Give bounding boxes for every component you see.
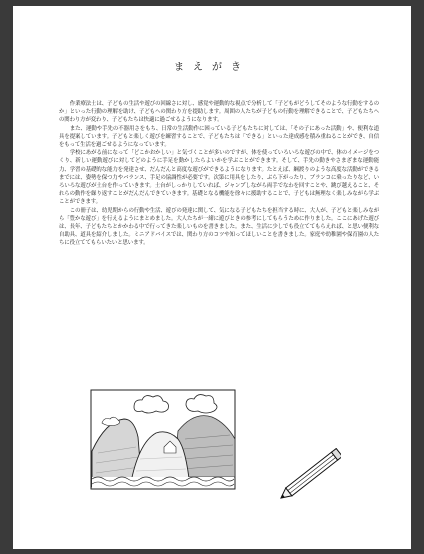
paragraph-2: また、運動や手先の不器用さをもち、日常の生活動作に困っている子どもたちに対しては、「その子にあった活動」や、便利な道具を提案しています。子どもと楽しく遊びを練習することで、子どもたちは「できる」といった達成感を積み重ねることができ、自信をもって生活を過ごせるようになっています。 (59, 125, 379, 149)
pencil-icon (275, 448, 341, 506)
paragraph-4: この冊子は、幼児期からの行動や生活、遊びの発達に関して、気になる子どもたちを担当する時に、大人が、子どもと楽しみながら「豊かな遊び」を行えるようにまとめました。大人たちが一緒に遊びときの参考にしてもらうために作りました。ここにあげた遊びは、長年、子どもたちとかかわる中で行ってきた楽しいものを書きました。また、生活に少しでも役立ててもらえれば、と思い便利な自助具、道具を紹介しました。ミニアドバイスでは、関わり方のコツや知ってほしいことを書きました。家庭や幼稚園や保育園の人たちに役立ててもらいたいと思います。 (59, 207, 379, 247)
mountain-illustration (90, 389, 236, 490)
page-heading: まえがき (174, 62, 250, 73)
paragraph-1: 作業療法士は、子どもの生活や遊びの回線さに対し、感覚や運動的な視点で分析して「子どもがどうしてそのような行動をするのか」といった行動の理解を助け、子どもへの関わり方を提助します。周囲の人たちが子どもの行動を理解できることで、子どもたちへの関わり方が変わり、子どもたちは快適に過ごせるようになります。 (59, 101, 379, 124)
paragraph-3: 学校にあがる前になって「どこかおかしい」と気づくことが多いのですが、体を使っていろいろな遊びの中で、体のイメージをつくり、新しい運動遊びに対してどのように手足を動かしたらよいかを学ぶことができます。そして、手先の動きやさまざまな運動能力、学習の基礎的な能力を発達させ、だんだんと高度な遊びができるようになります。たとえば、綱渡りのような高度な活動ができるまでには、姿勢を保つ力やバランス、手足の協調性が必要です。次第に用具をしたり、ぶら下がったり、ブランコに乗ったりなど、いろいろな遊びが土台を作っていきます。土台がしっかりしていれば、ジャンプしながら両手でなわを回すことや、跳び越えること、それらの動作を繰り返すことがだんだんできていきます。基礎となる機能を徐々に援助することで、子どもは無理なく楽しみながら学ぶことができます。 (59, 150, 379, 206)
document-page (13, 6, 411, 549)
body-text (59, 100, 379, 248)
